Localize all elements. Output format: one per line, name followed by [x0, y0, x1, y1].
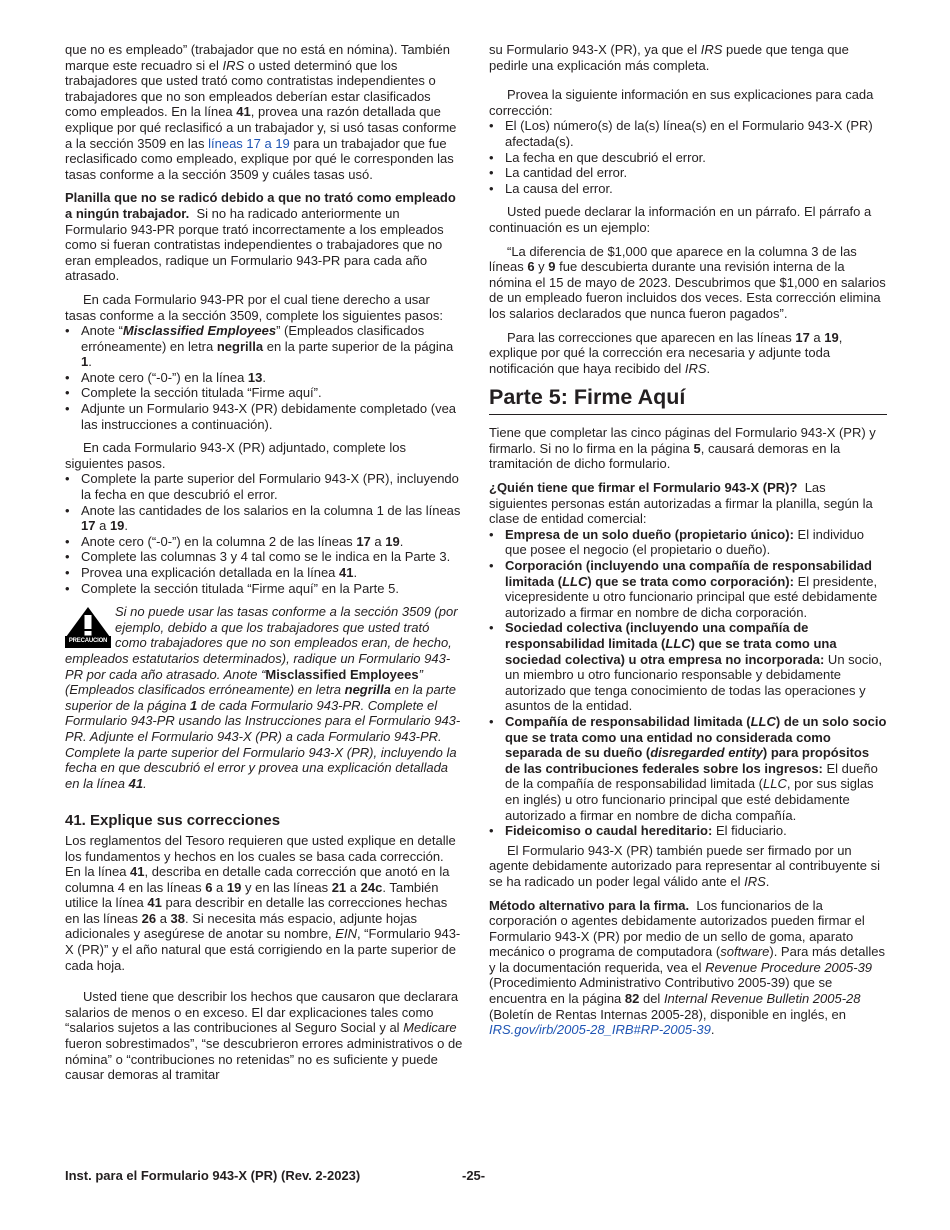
- paragraph: Usted puede declarar la información en un párrafo. El párrafo a continuación es un ejemplo:: [489, 204, 872, 235]
- paragraph: Método alternativo para la firma. Los funcionarios de la corporación o agentes debidamente autorizados pueden firmar el Formulario 943-X (PR) por medio de un sello de goma, aparato mecánico o programa de computadora (software). Para más detalles y la documentación requerida, vea el Revenue Procedure 2005-39 (Procedimiento Administrativo Contributivo 2005-39) que se encuentra en la página 82 del Internal Revenue Bulletin 2005-28 (Boletín de Rentas Internas 2005-28), disponible en inglés, en IRS.gov/irb/2005-28_IRB#RP-2005-39.: [489, 897, 885, 1038]
- list-item: • Complete las columnas 3 y 4 tal como se le indica en la Parte 3.: [65, 549, 463, 565]
- paragraph: Provea la siguiente información en sus explicaciones para cada corrección:: [489, 87, 874, 118]
- list-item: • La causa del error.: [489, 181, 887, 197]
- section-heading-41: 41. Explique sus correcciones: [65, 812, 281, 830]
- paragraph: Los reglamentos del Tesoro requieren que usted explique en detalle los fundamentos y hechos en los cuales se basa cada corrección. En la línea 41, describa en detalle cada corrección que anotó en la columna 4 en las líneas 6 a 19 y en las líneas 21 a 24c. También utilice la línea 41 para describir en detalle las correcciones hechas en las líneas 26 a 38. Si necesita más espacio, adjunte hojas adicionales y asegúrese de anotar su nombre, EIN, “Formulario 943-X (PR)” y el año natural que está corrigiendo en la parte superior de cada hoja.: [65, 832, 461, 973]
- paragraph: En cada Formulario 943-PR por el cual tiene derecho a usar tasas conforme a la sección 3509, complete los siguientes pasos:: [65, 291, 443, 323]
- subheading: Planilla que no se radicó debido a que no trató como empleado a ningún trabajador.: [65, 190, 456, 221]
- list-item: • La fecha en que descubrió el error.: [489, 150, 887, 166]
- list-item: • El (Los) número(s) de la(s) línea(s) en el Formulario 943-X (PR) afectada(s).: [489, 118, 887, 149]
- list-item: • Anote las cantidades de los salarios en la columna 1 de las líneas 17 a 19.: [65, 503, 463, 534]
- list-item: • Complete la parte superior del Formulario 943-X (PR), incluyendo la fecha en que descubrió el error.: [65, 471, 463, 502]
- list-item: • Fideicomiso o caudal hereditario: El fiduciario.: [489, 823, 887, 839]
- paragraph: Planilla que no se radicó debido a que no trató como empleado a ningún trabajador. Si no ha radicado anteriormente un Formulario 943-PR porque trató incorrectamente a los empleados como si fueran contratistas independientes o trabajadores que no eran empleados, radique un Formulario 943-PR para cada año atrasado.: [65, 190, 456, 284]
- paragraph: Usted tiene que describir los hechos que causaron que declarara salarios de menos o en exceso. El dar explicaciones tales como “salarios sujetos a las contribuciones al Seguro Social y al Medicare fueron sobrestimados”, “se descubrieron errores administrativos o de nómina” o “contribuciones no retenidas” no es suficiente y puede causar demoras al tramitar: [65, 989, 463, 1083]
- caution-note: PRECAUCION Si no puede usar las tasas conforme a la sección 3509 (por ejemplo, debido a que los trabajadores que usted trató como trabajadores que no son empleados eran, de hecho, empleados estatutarios determinados), radique un Formulario 943-PR por cada año atrasado. Anote “Misclassified Employees” (Empleados clasificados erróneamente) en letra negrilla en la parte superior de la página 1 de cada Formulario 943-PR. Complete el Formulario 943-PR usando las Instrucciones para el Formulario 943-PR. Adjunte el Formulario 943-X (PR) a cada Formulario 943-PR. Complete la parte superior del Formulario 943-X (PR), incluyendo la fecha en que descubrió el error y provea una explicación detallada en la línea 41.: [65, 604, 461, 791]
- page-number: -25-: [462, 1168, 486, 1183]
- list-item: • Empresa de un solo dueño (propietario único): El individuo que posee el negocio (el propietario o dueño).: [489, 527, 887, 558]
- paragraph: que no es empleado” (trabajador que no está en nómina). También marque este recuadro si el IRS o usted determinó que los trabajadores que usted trató como contratistas independientes o trabajadores que no son empleados deberían estar clasificados como empleados. En la línea 41, provea una razón detallada que explique por qué reclasificó a un trabajador y, si usó tasas conforme a la sección 3509 en las líneas 17 a 19 para un trabajador que fue reclasificado como empleado, explique por qué le corresponden las tasas conforme a la sección 3509 y cuáles tasas usó.: [65, 42, 457, 182]
- list-item: • Complete la sección titulada “Firme aquí” en la Parte 5.: [65, 581, 463, 597]
- paragraph: El Formulario 943-X (PR) también puede ser firmado por un agente debidamente autorizado para representar al contribuyente si se ha radicado un poder legal válido ante el IRS.: [489, 842, 880, 889]
- list-item: • Complete la sección titulada “Firme aquí”.: [65, 385, 463, 401]
- list-item: • Adjunte un Formulario 943-X (PR) debidamente completado (vea las instrucciones a continuación).: [65, 401, 463, 432]
- paragraph: Tiene que completar las cinco páginas del Formulario 943-X (PR) y firmarlo. Si no lo firma en la página 5, causará demoras en la tramitación de dicho formulario.: [489, 425, 876, 472]
- list-item: • Anote cero (“-0-”) en la columna 2 de las líneas 17 a 19.: [65, 534, 463, 550]
- paragraph: “La diferencia de $1,000 que aparece en la columna 3 de las líneas 6 y 9 fue descubierta durante una revisión interna de la nómina el 15 de mayo de 2023. Descubrimos que $1,000 en salarios de un empleado fueron incluidos dos veces. Esta corrección elimina los salarios declarados que nunca fueron pagados”.: [489, 243, 886, 321]
- caution-icon: [65, 606, 111, 648]
- part-5-heading: Parte 5: Firme Aquí: [489, 384, 887, 415]
- caution-label: PRECAUCION: [68, 638, 108, 645]
- list-item: • Corporación (incluyendo una compañía de responsabilidad limitada (LLC) que se trata como corporación): El presidente, vicepresidente u otro funcionario principal que esté debidamente autorizado a firmar en nombre de dicha corporación.: [489, 558, 887, 620]
- list-item: • Compañía de responsabilidad limitada (LLC) de un solo socio que se trata como una entidad no considerada como separada de su dueño (disregarded entity) para propósitos de las contribuciones federales sobre los ingresos: El dueño de la compañía de responsabilidad limitada (LLC, por sus siglas en inglés) u otro funcionario principal que esté debidamente autorizado a firmar en nombre de dicha compañía.: [489, 714, 887, 823]
- paragraph: su Formulario 943-X (PR), ya que el IRS puede que tenga que pedirle una explicación más completa.: [489, 42, 849, 73]
- list-item: • La cantidad del error.: [489, 165, 887, 181]
- list-item: • Sociedad colectiva (incluyendo una compañía de responsabilidad limitada (LLC) que se trata como una sociedad colectiva) u otra empresa no incorporada: Un socio, un miembro u otro funcionario responsable y debidamente autorizado que tenga conocimiento de todas las operaciones y asuntos de la entidad.: [489, 620, 887, 714]
- lines-17-19-link[interactable]: líneas 17 a 19: [208, 135, 290, 151]
- irs-bulletin-link[interactable]: IRS.gov/irb/2005-28_IRB#RP-2005-39: [489, 1022, 711, 1038]
- right-column: [489, 42, 887, 1046]
- list-item: • Anote “Misclassified Employees” (Empleados clasificados erróneamente) en letra negrilla en la parte superior de la página 1.: [65, 323, 463, 370]
- paragraph: Para las correcciones que aparecen en las líneas 17 a 19, explique por qué la corrección era necesaria y adjunte toda notificación que haya recibido del IRS.: [489, 329, 843, 376]
- page-footer: [65, 1168, 887, 1183]
- list-item: • Provea una explicación detallada en la línea 41.: [65, 565, 463, 581]
- left-column: [65, 42, 463, 1091]
- paragraph: ¿Quién tiene que firmar el Formulario 943-X (PR)? Las siguientes personas están autorizadas a firmar la planilla, según la clase de entidad comercial:: [489, 480, 873, 527]
- list-item: • Anote cero (“-0-”) en la línea 13.: [65, 370, 463, 386]
- paragraph: En cada Formulario 943-X (PR) adjuntado, complete los siguientes pasos.: [65, 440, 406, 471]
- footer-title: Inst. para el Formulario 943-X (PR) (Rev. 2-2023): [65, 1168, 361, 1183]
